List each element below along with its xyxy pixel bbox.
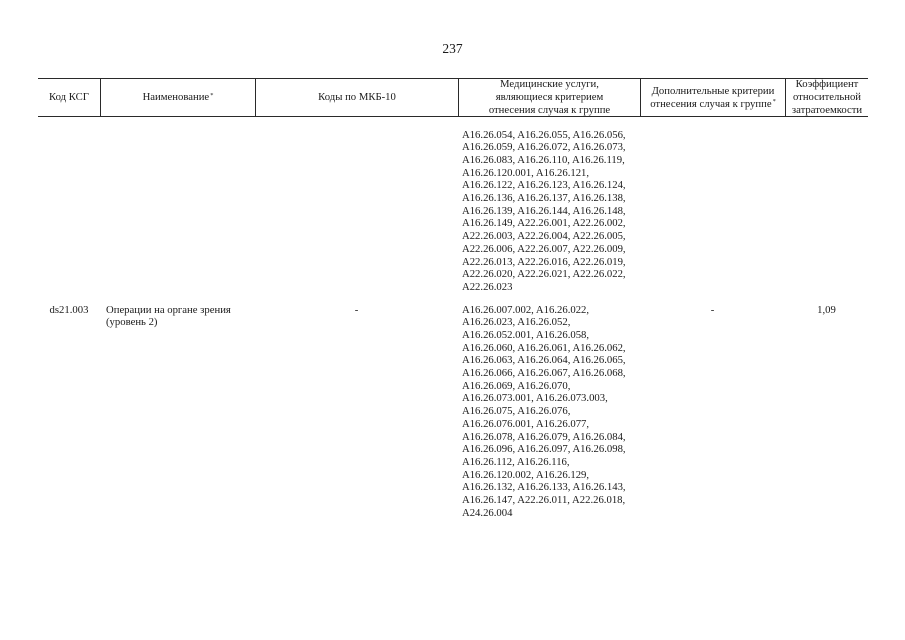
table-header [38,78,868,117]
header-cell-extra-criteria [640,79,785,116]
service-code-line: A16.26.078, A16.26.079, A16.26.084, [462,430,626,443]
service-code-line: A16.26.052.001, A16.26.058, [462,328,590,341]
service-code-line: A16.26.060, A16.26.061, A16.26.062, [462,341,626,354]
header-label: Наименование [142,91,210,104]
service-code-line: A16.26.096, A16.26.097, A16.26.098, [462,443,626,456]
service-code-line: A16.26.076.001, A16.26.077, [462,417,590,430]
service-code-line: A16.26.112, A16.26.116, [462,455,570,468]
service-code-line: A16.26.073.001, A16.26.073.003, [462,392,608,405]
footnote-marker: * [772,98,776,106]
header-cell-ksg-code [38,79,100,116]
service-code-line: A22.26.020, A22.26.021, A22.26.022, [462,268,626,281]
cell-medical-services [462,129,640,294]
header-line: затратоемкости [791,103,863,116]
header-cell-mkb-codes [255,79,458,116]
cell-ksg-code: ds21.003 [49,303,89,316]
header-label: отнесения случая к группе [650,97,772,110]
cell-extra-criteria: - [710,303,715,316]
table-row [38,128,868,293]
header-line: Коэффициент [795,78,859,91]
cell-name [106,304,255,329]
cell-medical-services [462,304,640,520]
cell-coefficient: 1,09 [817,303,836,316]
service-code-line: A16.26.136, A16.26.137, A16.26.138, [462,192,626,205]
header-line: являющиеся критерием [495,91,604,104]
service-code-line: A16.26.054, A16.26.055, A16.26.056, [462,128,626,141]
service-code-line: A22.26.023 [462,280,513,293]
header-line: относительной [792,91,862,104]
service-code-line: A16.26.075, A16.26.076, [462,405,571,418]
header-line: Коды по МКБ-10 [318,91,396,104]
service-code-line: A22.26.006, A22.26.007, A22.26.009, [462,242,626,255]
service-code-line: A16.26.132, A16.26.133, A16.26.143, [462,481,626,494]
name-line: Операции на органе зрения [106,303,231,316]
service-code-line: A16.26.023, A16.26.052, [462,316,571,329]
service-code-line: A16.26.059, A16.26.072, A16.26.073, [462,141,626,154]
cell-mkb-codes: - [354,303,359,316]
header-cell-medical-services [458,79,640,116]
service-code-line: A24.26.004 [462,506,513,519]
header-line: Дополнительные критерии [651,84,775,97]
service-code-line: A16.26.069, A16.26.070, [462,379,571,392]
service-code-line: A16.26.066, A16.26.067, A16.26.068, [462,367,626,380]
service-code-line: A16.26.149, A22.26.001, A22.26.002, [462,217,626,230]
service-code-line: A22.26.013, A22.26.016, A22.26.019, [462,255,626,268]
service-code-line: A16.26.122, A16.26.123, A16.26.124, [462,179,626,192]
header-line [650,98,776,111]
service-code-line: A16.26.083, A16.26.110, A16.26.119, [462,153,625,166]
header-line: Медицинские услуги, [500,78,599,91]
service-code-line: A22.26.003, A22.26.004, A22.26.005, [462,230,626,243]
table-row [38,303,868,519]
service-code-line: A16.26.139, A16.26.144, A16.26.148, [462,204,626,217]
name-line: (уровень 2) [106,316,158,329]
header-line [143,91,214,104]
footnote-marker: * [210,91,214,99]
service-code-line: A16.26.007.002, A16.26.022, [462,303,590,316]
header-line: Код КСГ [49,91,89,104]
header-cell-name [100,79,255,116]
service-code-line: A16.26.120.001, A16.26.121, [462,166,590,179]
service-code-line: A16.26.120.002, A16.26.129, [462,468,590,481]
header-cell-coefficient [785,79,868,116]
page-number: 237 [442,41,463,56]
service-code-line: A16.26.063, A16.26.064, A16.26.065, [462,354,626,367]
header-line: отнесения случая к группе [488,103,611,116]
service-code-line: A16.26.147, A22.26.011, A22.26.018, [462,494,626,507]
